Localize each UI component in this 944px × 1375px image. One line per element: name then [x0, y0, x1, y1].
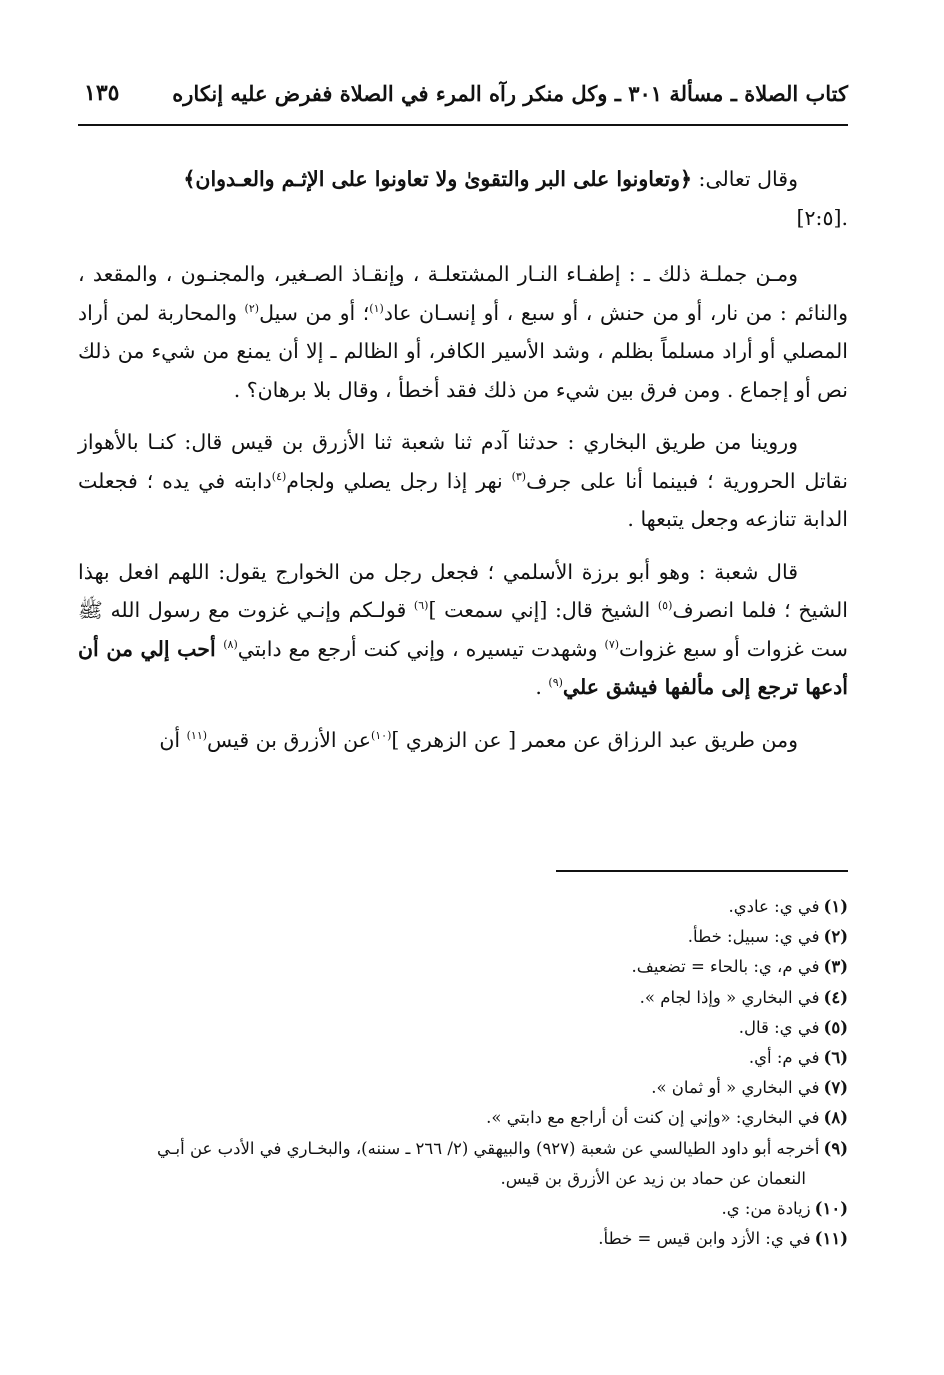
- p3-text-c: دابته في يده ؛ فجعلت الدابة تنازعه وجعل يتبعها .: [78, 468, 848, 531]
- footnote-text: في ي: عادي.: [728, 897, 820, 916]
- paragraph-2: [78, 255, 848, 409]
- page-number: ١٣٥: [84, 80, 120, 106]
- footnote-ref-3[interactable]: (٣): [511, 469, 527, 483]
- p5-text-a: ومن طريق عبد الرزاق عن معمر [ عن الزهري ]: [391, 727, 798, 752]
- footnote-rule: [556, 870, 848, 872]
- p2-text-c: والمحاربة لمن أراد المصلي أو أراد مسلماً بظلم ، وشد الأسير الكافر، أو الظالم ـ إلا أن يمنع من شيء من ذلك نص أو إجماع . ومن فرق بين شيء من ذلك فقد أخطأ ، وقال بلا برهان؟ .: [78, 300, 848, 402]
- footnote-3: [78, 952, 848, 982]
- p4-text-a: قال شعبة : وهو أبو برزة الأسلمي ؛ فجعل رجل من الخوارج يقول: اللهم افعل بهذا الشيخ ؛ فلما انصرف: [78, 559, 849, 622]
- footnotes: [78, 892, 848, 1254]
- p5-text-c: أن: [159, 727, 187, 752]
- footnote-number: (١١): [814, 1229, 848, 1249]
- running-header: [78, 70, 848, 116]
- footnote-ref-6[interactable]: (٦): [413, 599, 429, 613]
- footnote-5: [78, 1013, 848, 1043]
- paragraph-5: [78, 721, 848, 760]
- p4-text-f: .: [535, 675, 549, 699]
- footnote-text: في م، ي: بالحاء = تضعيف.: [631, 957, 820, 977]
- footnote-number: (٣): [823, 957, 848, 977]
- footnote-2: [78, 922, 848, 952]
- footnote-1: [78, 892, 848, 922]
- footnote-ref-1[interactable]: (١): [369, 301, 384, 315]
- footnote-ref-8[interactable]: (٨): [223, 637, 238, 651]
- footnote-number: (١٠): [814, 1199, 848, 1219]
- footnote-10: [78, 1194, 848, 1224]
- quran-verse: ﴿وتعاونوا على البر والتقوىٰ ولا تعاونوا على الإثـم والعـدوان﴾: [183, 167, 693, 191]
- paragraph-4: [78, 553, 848, 707]
- footnote-text: في ي: الأزد وابن قيس = خطأ.: [598, 1229, 811, 1249]
- verse-intro: وقال تعالى:: [692, 167, 798, 191]
- footnote-text: أخرجه أبو داود الطيالسي عن شعبة (٩٢٧) والبيهقي (٢/ ٢٦٦ ـ سننه)، والبخـاري في الأدب عن أبـي: [156, 1138, 820, 1158]
- p2-text-b: ؛ أو من سيل: [259, 300, 370, 325]
- footnote-number: (٧): [823, 1078, 848, 1098]
- footnote-number: (٦): [823, 1048, 848, 1068]
- verse-reference: .[٢:٥]: [796, 205, 848, 230]
- footnote-number: (٩): [823, 1138, 848, 1158]
- footnote-ref-4[interactable]: (٤): [271, 469, 287, 483]
- footnote-4: [78, 983, 848, 1013]
- footnote-number: (٨): [823, 1108, 848, 1128]
- p4-text-e: أحب إلي من أن أدعها ترجع إلى مألفها فيشق علي: [78, 636, 848, 699]
- p2-text-a: ومـن جملـة ذلك ـ : إطفـاء النـار المشتعلـة ، وإنقـاذ الصـغير، والمجنـون ، والمقعد ، والنائم : من نار، أو من حنش ، أو سبع ، أو إنسـان عاد: [78, 262, 848, 325]
- footnote-ref-7[interactable]: (٧): [604, 637, 620, 651]
- footnote-11: [78, 1224, 848, 1254]
- footnote-9-continued: النعمان عن حماد بن زيد عن الأزرق بن قيس.: [500, 1168, 806, 1188]
- footnote-ref-2[interactable]: (٢): [244, 301, 260, 315]
- p5-text-b: عن الأزرق بن قيس: [207, 727, 371, 752]
- footnote-text: في م: أي.: [748, 1048, 820, 1068]
- paragraph-3: [78, 423, 848, 539]
- footnote-number: (١): [823, 897, 848, 916]
- footnote-text: في ي: سبيل: خطأ.: [687, 927, 820, 947]
- footnote-ref-10[interactable]: (١٠): [370, 728, 392, 742]
- footnote-text: زيادة من: ي.: [721, 1199, 811, 1219]
- p3-text-a: وروينا من طريق البخاري : حدثنا آدم ثنا شعبة ثنا الأزرق بن قيس قال: كنـا بالأهواز نقاتل الحرورية ؛ فبينما أنا على جرف: [78, 430, 849, 493]
- footnote-text: في ي: قال.: [738, 1017, 820, 1037]
- p4-text-c: قولـكم وإنـي غزوت مع رسول الله ﷺ ست غزوات أو سبع غزوات: [78, 598, 848, 661]
- footnote-number: (٥): [823, 1017, 848, 1037]
- footnote-text: في البخاري « أو ثمان ».: [651, 1078, 820, 1098]
- footnote-text: في البخاري « وإذا لجام ».: [639, 987, 820, 1007]
- p3-text-b: نهر إذا رجل يصلي ولجام: [286, 468, 512, 493]
- footnote-number: (٢): [823, 927, 848, 947]
- paragraph-verse: [78, 160, 848, 237]
- footnote-ref-11[interactable]: (١١): [186, 728, 208, 742]
- main-text: [78, 160, 848, 773]
- footnote-ref-5[interactable]: (٥): [657, 599, 673, 613]
- footnote-6: [78, 1043, 848, 1073]
- book-page: [78, 60, 848, 1360]
- p4-text-b: الشيخ قال: [إني سمعت ]: [428, 598, 658, 622]
- footnote-number: (٤): [823, 987, 848, 1007]
- footnote-8: [78, 1103, 848, 1133]
- footnote-9: [78, 1134, 848, 1164]
- footnote-text: في البخاري: «وإني إن كنت أن أراجع مع دابتي ».: [486, 1108, 820, 1128]
- header-rule: [78, 124, 848, 126]
- chapter-title: كتاب الصلاة ـ مسألة ٣٠١ ـ وكل منكر رآه المرء في الصلاة ففرض عليه إنكاره: [172, 80, 848, 106]
- footnote-ref-9[interactable]: (٩): [548, 676, 563, 690]
- p4-text-d: وشهدت تيسيره ، وإني كنت أرجع مع دابتي: [237, 636, 605, 661]
- footnote-7: [78, 1073, 848, 1103]
